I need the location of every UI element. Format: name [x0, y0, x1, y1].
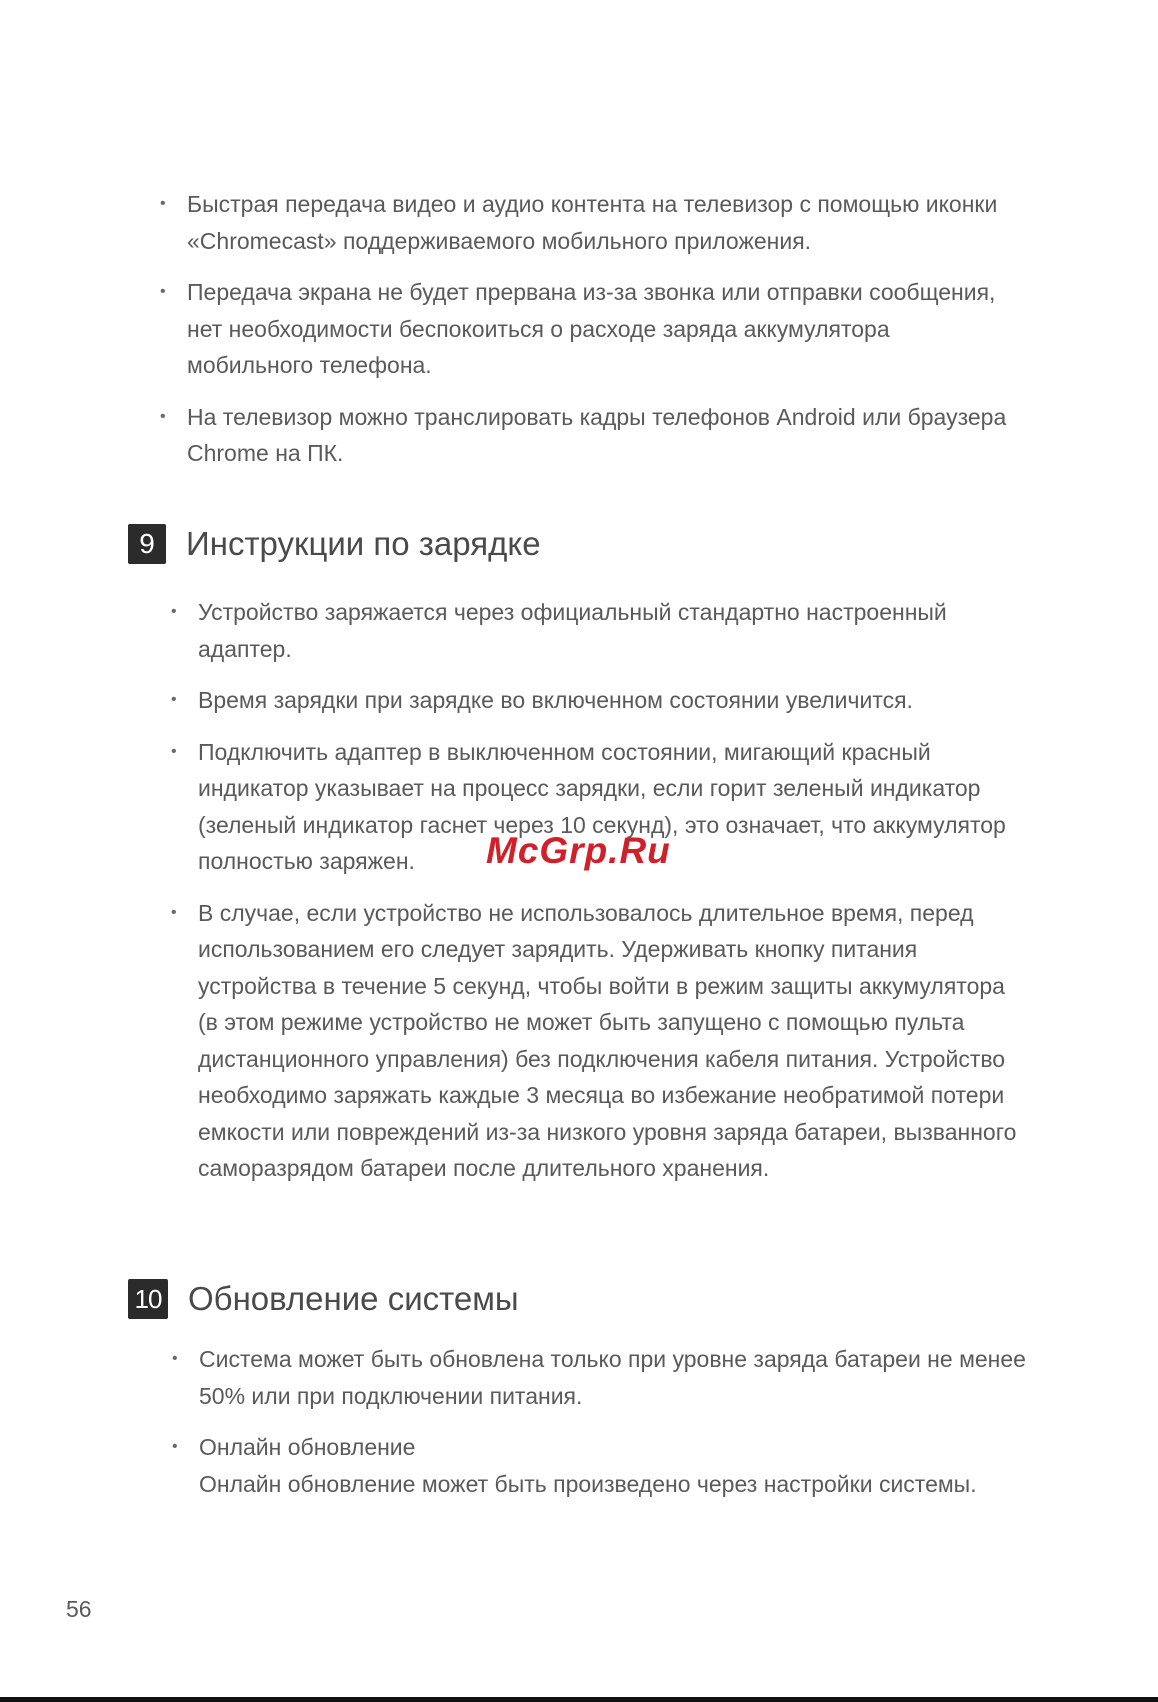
bullet-icon: • [171, 903, 177, 921]
list-item [160, 399, 1007, 472]
section-number-badge: 9 [128, 524, 166, 564]
list-item [160, 274, 1007, 384]
bullet-icon: • [172, 1438, 178, 1455]
list-item-text: Онлайн обновление может быть произведено через настройки системы. [199, 1470, 977, 1497]
list-item [172, 1341, 1029, 1414]
bullet-icon: • [160, 407, 166, 425]
list-item [171, 895, 1018, 1187]
section-number-badge: 10 [128, 1279, 168, 1319]
list-item [171, 682, 1018, 719]
section-heading-system-update [128, 1279, 519, 1319]
intro-bullet-list [160, 186, 1007, 487]
list-item-text: Передача экрана не будет прервана из-за звонка или отправки сообщения, нет необходимости беспокоиться о расходе заряда аккумулятора мобильного телефона. [187, 279, 996, 378]
list-item-text: Быстрая передача видео и аудио контента на телевизор с помощью иконки «Chromecast» поддерживаемого мобильного приложения. [187, 191, 998, 254]
bullet-icon: • [171, 742, 177, 760]
update-bullet-list [172, 1341, 1029, 1517]
section-title: Инструкции по зарядке [186, 525, 541, 562]
bullet-icon: • [160, 195, 166, 212]
list-item-text: Время зарядки при зарядке во включенном состоянии увеличится. [198, 687, 913, 713]
bottom-rule [0, 1697, 1158, 1702]
page-number: 56 [66, 1596, 92, 1622]
bullet-icon: • [171, 603, 177, 620]
list-item-text: Система может быть обновлена только при уровне заряда батареи не менее 50% или при подключении питания. [199, 1346, 1026, 1409]
watermark: McGrp.Ru [486, 830, 671, 871]
list-item-text: В случае, если устройство не использовалось длительное время, перед использованием его следует зарядить. Удерживать кнопку питания устройства в течение 5 секунд, чтобы войти в режим защиты аккумулятора (в этом режиме устройство не может быть запущено с помощью пульта дистанционного управления) без подключения кабеля питания. Устройство необходимо заряжать каждые 3 месяца во избежание необратимой потери емкости или повреждений из-за низкого уровня заряда батареи, вызванного саморазрядом батареи после длительного хранения. [198, 899, 1017, 1181]
bullet-icon: • [160, 283, 166, 300]
section-heading-charging [128, 524, 541, 564]
list-item [172, 1429, 1029, 1502]
list-item-text: На телевизор можно транслировать кадры телефонов Android или браузера Chrome на ПК. [187, 403, 1007, 466]
list-item-text: Устройство заряжается через официальный стандартно настроенный адаптер. [198, 599, 947, 662]
list-item [171, 594, 1018, 667]
charging-bullet-list [171, 594, 1018, 1202]
bullet-icon: • [172, 1350, 178, 1367]
list-item-title: Онлайн обновление [199, 1434, 416, 1460]
list-item [160, 186, 1007, 259]
bullet-icon: • [171, 691, 177, 708]
list-item-text: Подключить адаптер в выключенном состоянии, мигающий красный индикатор указывает на процесс зарядки, если горит зеленый индикатор (зеленый индикатор гаснет через 10 секунд), это означает, что аккумулятор полностью заряжен. [198, 738, 1006, 874]
section-title: Обновление системы [188, 1280, 519, 1317]
